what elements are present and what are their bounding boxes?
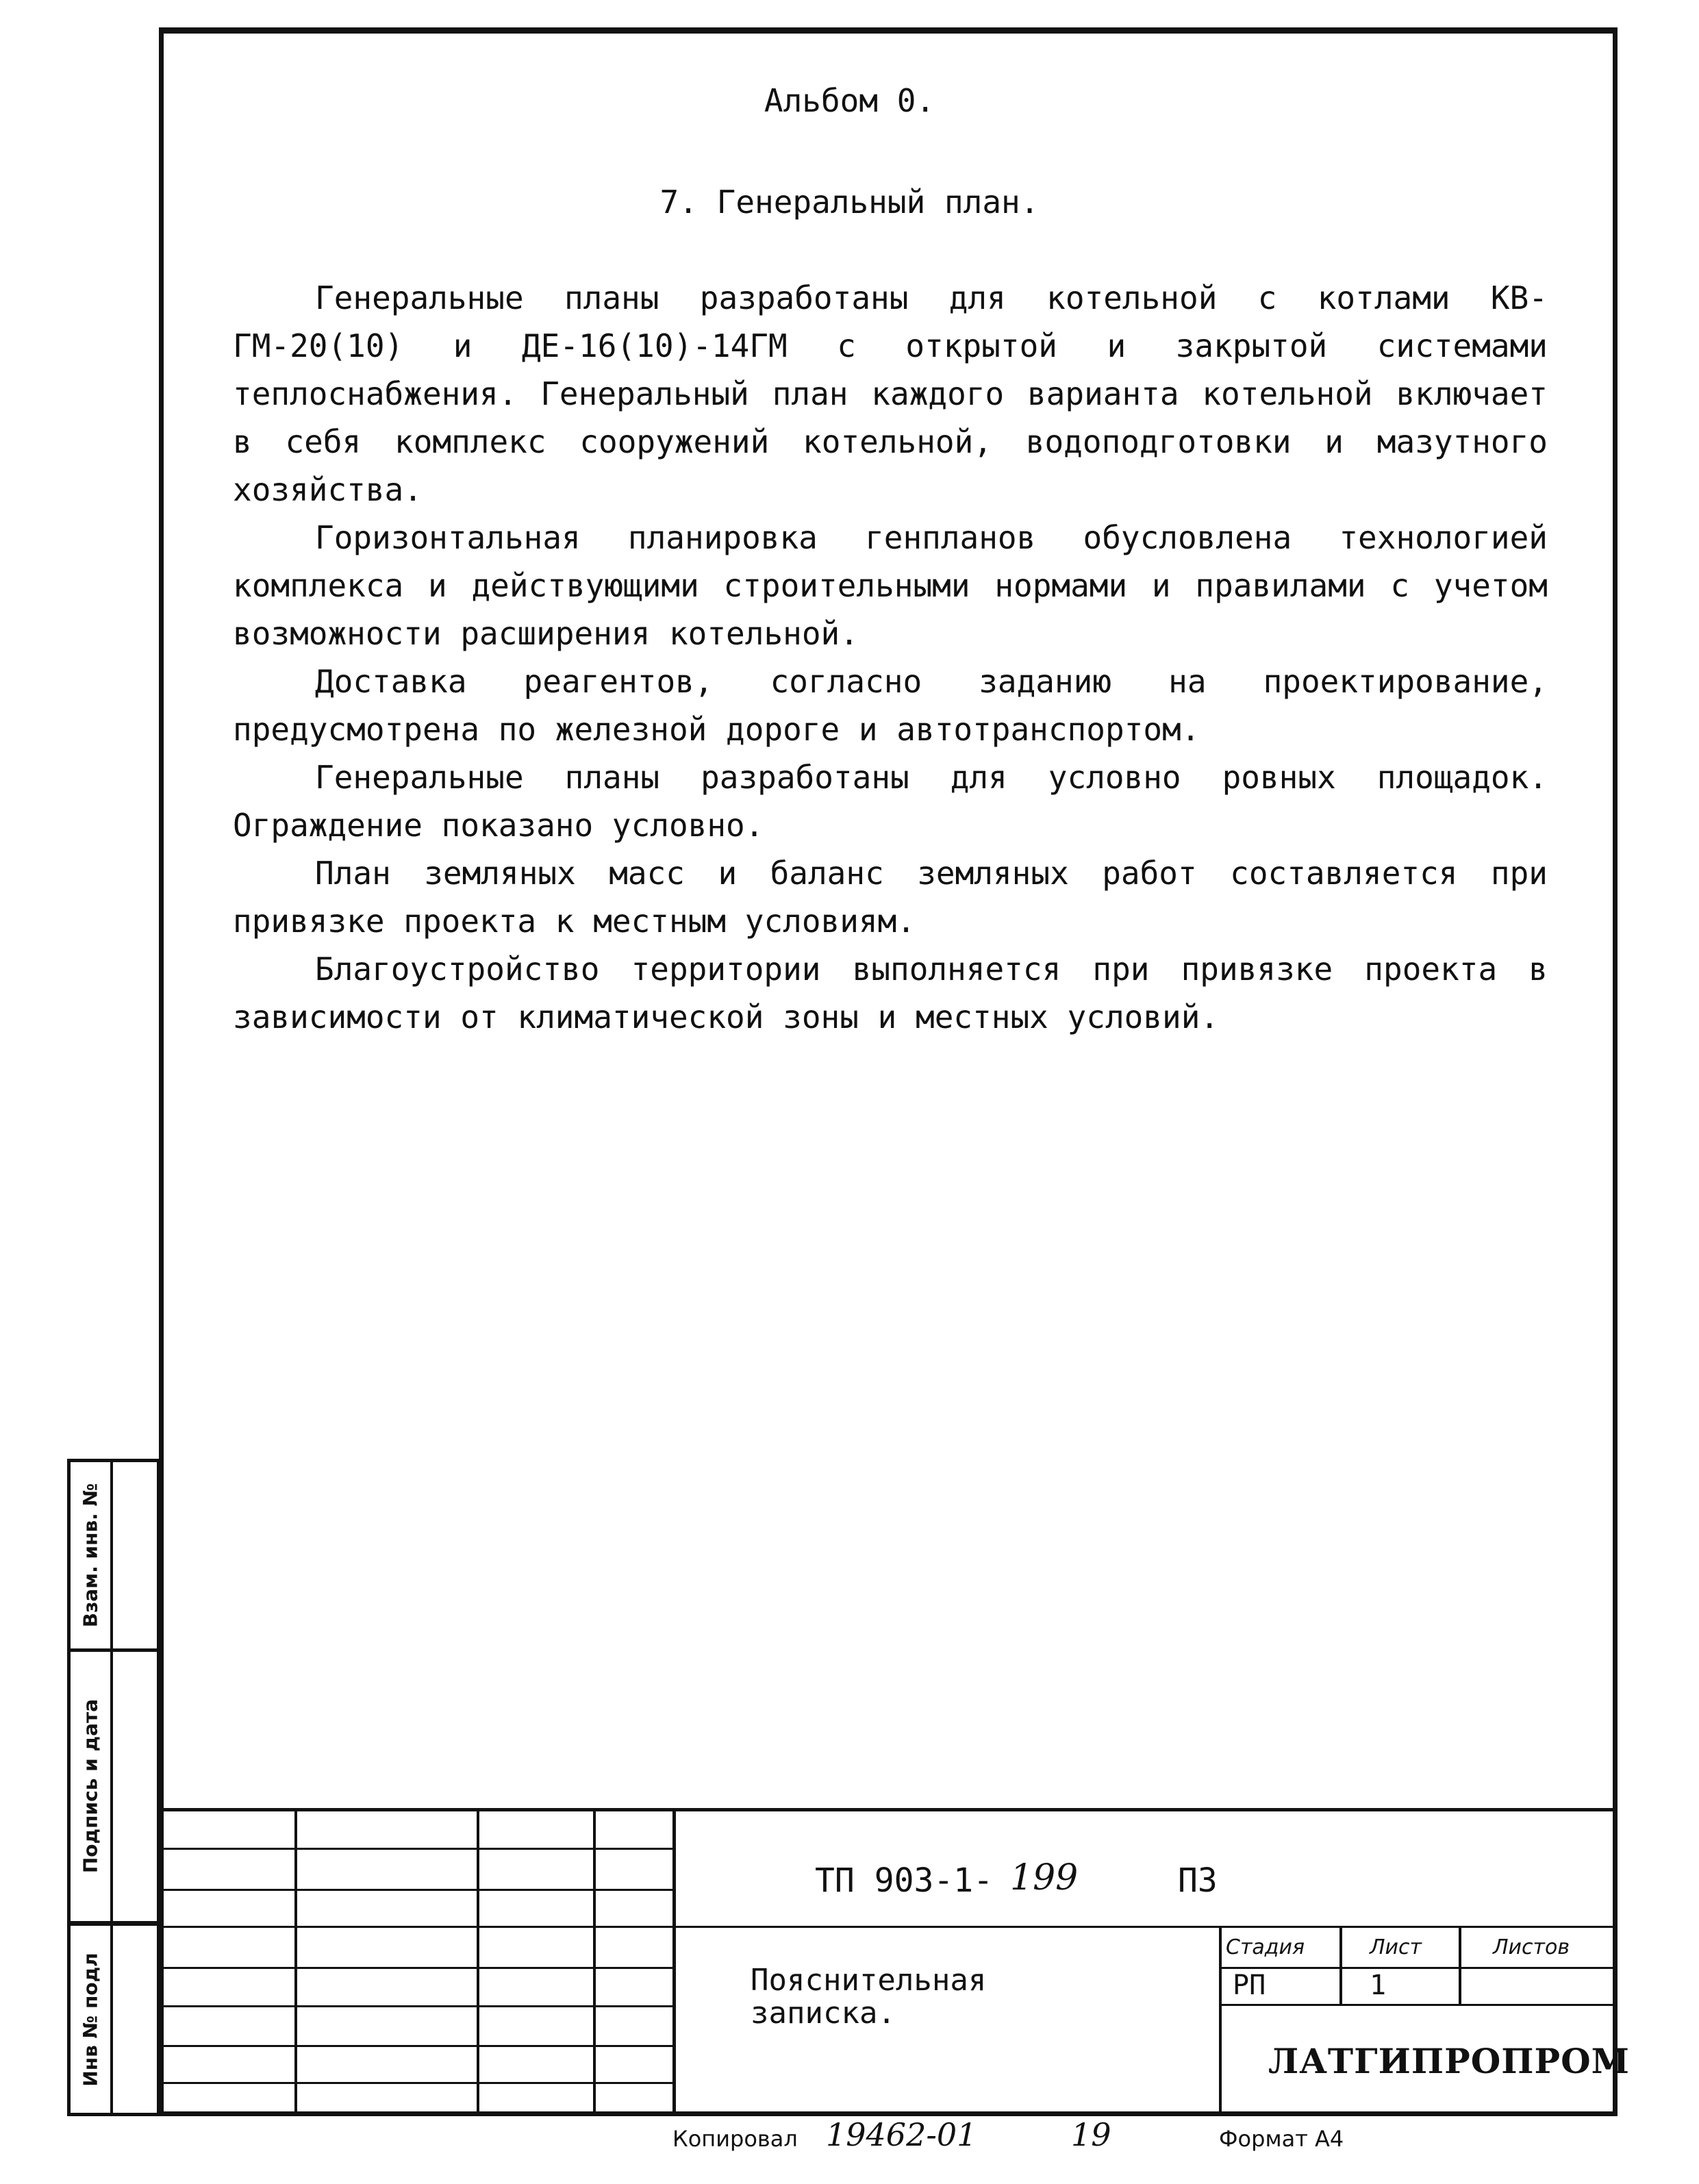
side-label-vzam: Взам. инв. № [79,1483,102,1628]
sheet-value: 1 [1370,1970,1387,2001]
stage-value: РП [1233,1970,1266,2001]
doc-name-line2: записка. [751,1996,896,2031]
paragraph-4: Генеральные планы разработаны для условно ровных площадок. Ограждение показано условно. [233,759,1548,844]
page-number: 19 [1071,2116,1111,2153]
paragraph-3: Доставка реагентов, согласно заданию на проектирование, предусмотрена по железной дороге и автотранспортом. [233,663,1548,748]
stage-header: Стадия [1226,1935,1305,1959]
copied-value: 19462-01 [826,2116,977,2153]
side-label-podpis: Подпись и дата [79,1698,102,1873]
sheet-header: Лист [1370,1935,1422,1959]
paragraph-6: Благоустройство территории выполняется при привязке проекта в зависимости от климатической зоны и местных условий. [233,951,1548,1035]
doc-code: ТП 903-1- [815,1861,994,1900]
body-text [233,274,1548,1041]
paragraph-2: Горизонтальная планировка генпланов обусловлена технологией комплекса и действующими строительными нормами и правилами с учетом возможности расширения котельной. [233,519,1548,652]
sheets-header: Листов [1493,1935,1570,1959]
doc-name-line1: Пояснительная [751,1963,987,1998]
side-label-inv: Инв № подл [79,1952,102,2087]
doc-number: 199 [1010,1857,1079,1898]
organization-name: ЛАТГИПРОПРОМ [1268,2041,1630,2081]
copied-label: Копировал [672,2126,798,2152]
format-label: Формат А4 [1219,2126,1344,2152]
side-stamp-vzam [67,1459,160,1652]
paragraph-1: Генеральные планы разработаны для котельной с котлами КВ-ГМ-20(10) и ДЕ-16(10)-14ГМ с открытой и закрытой системами теплоснабжения. Генеральный план каждого варианта котельной включает в себя комплекс сооружений котельной, водоподготовки и мазутного хозяйства. [233,279,1548,508]
side-stamp-podpis [67,1650,160,1924]
section-title: 7. Генеральный план. [659,184,1040,221]
paragraph-5: План земляных масс и баланс земляных работ составляется при привязке проекта к местным условиям. [233,855,1548,940]
album-title: Альбом 0. [764,82,935,119]
doc-type: ПЗ [1178,1861,1218,1900]
side-stamp-inv [67,1923,160,2116]
